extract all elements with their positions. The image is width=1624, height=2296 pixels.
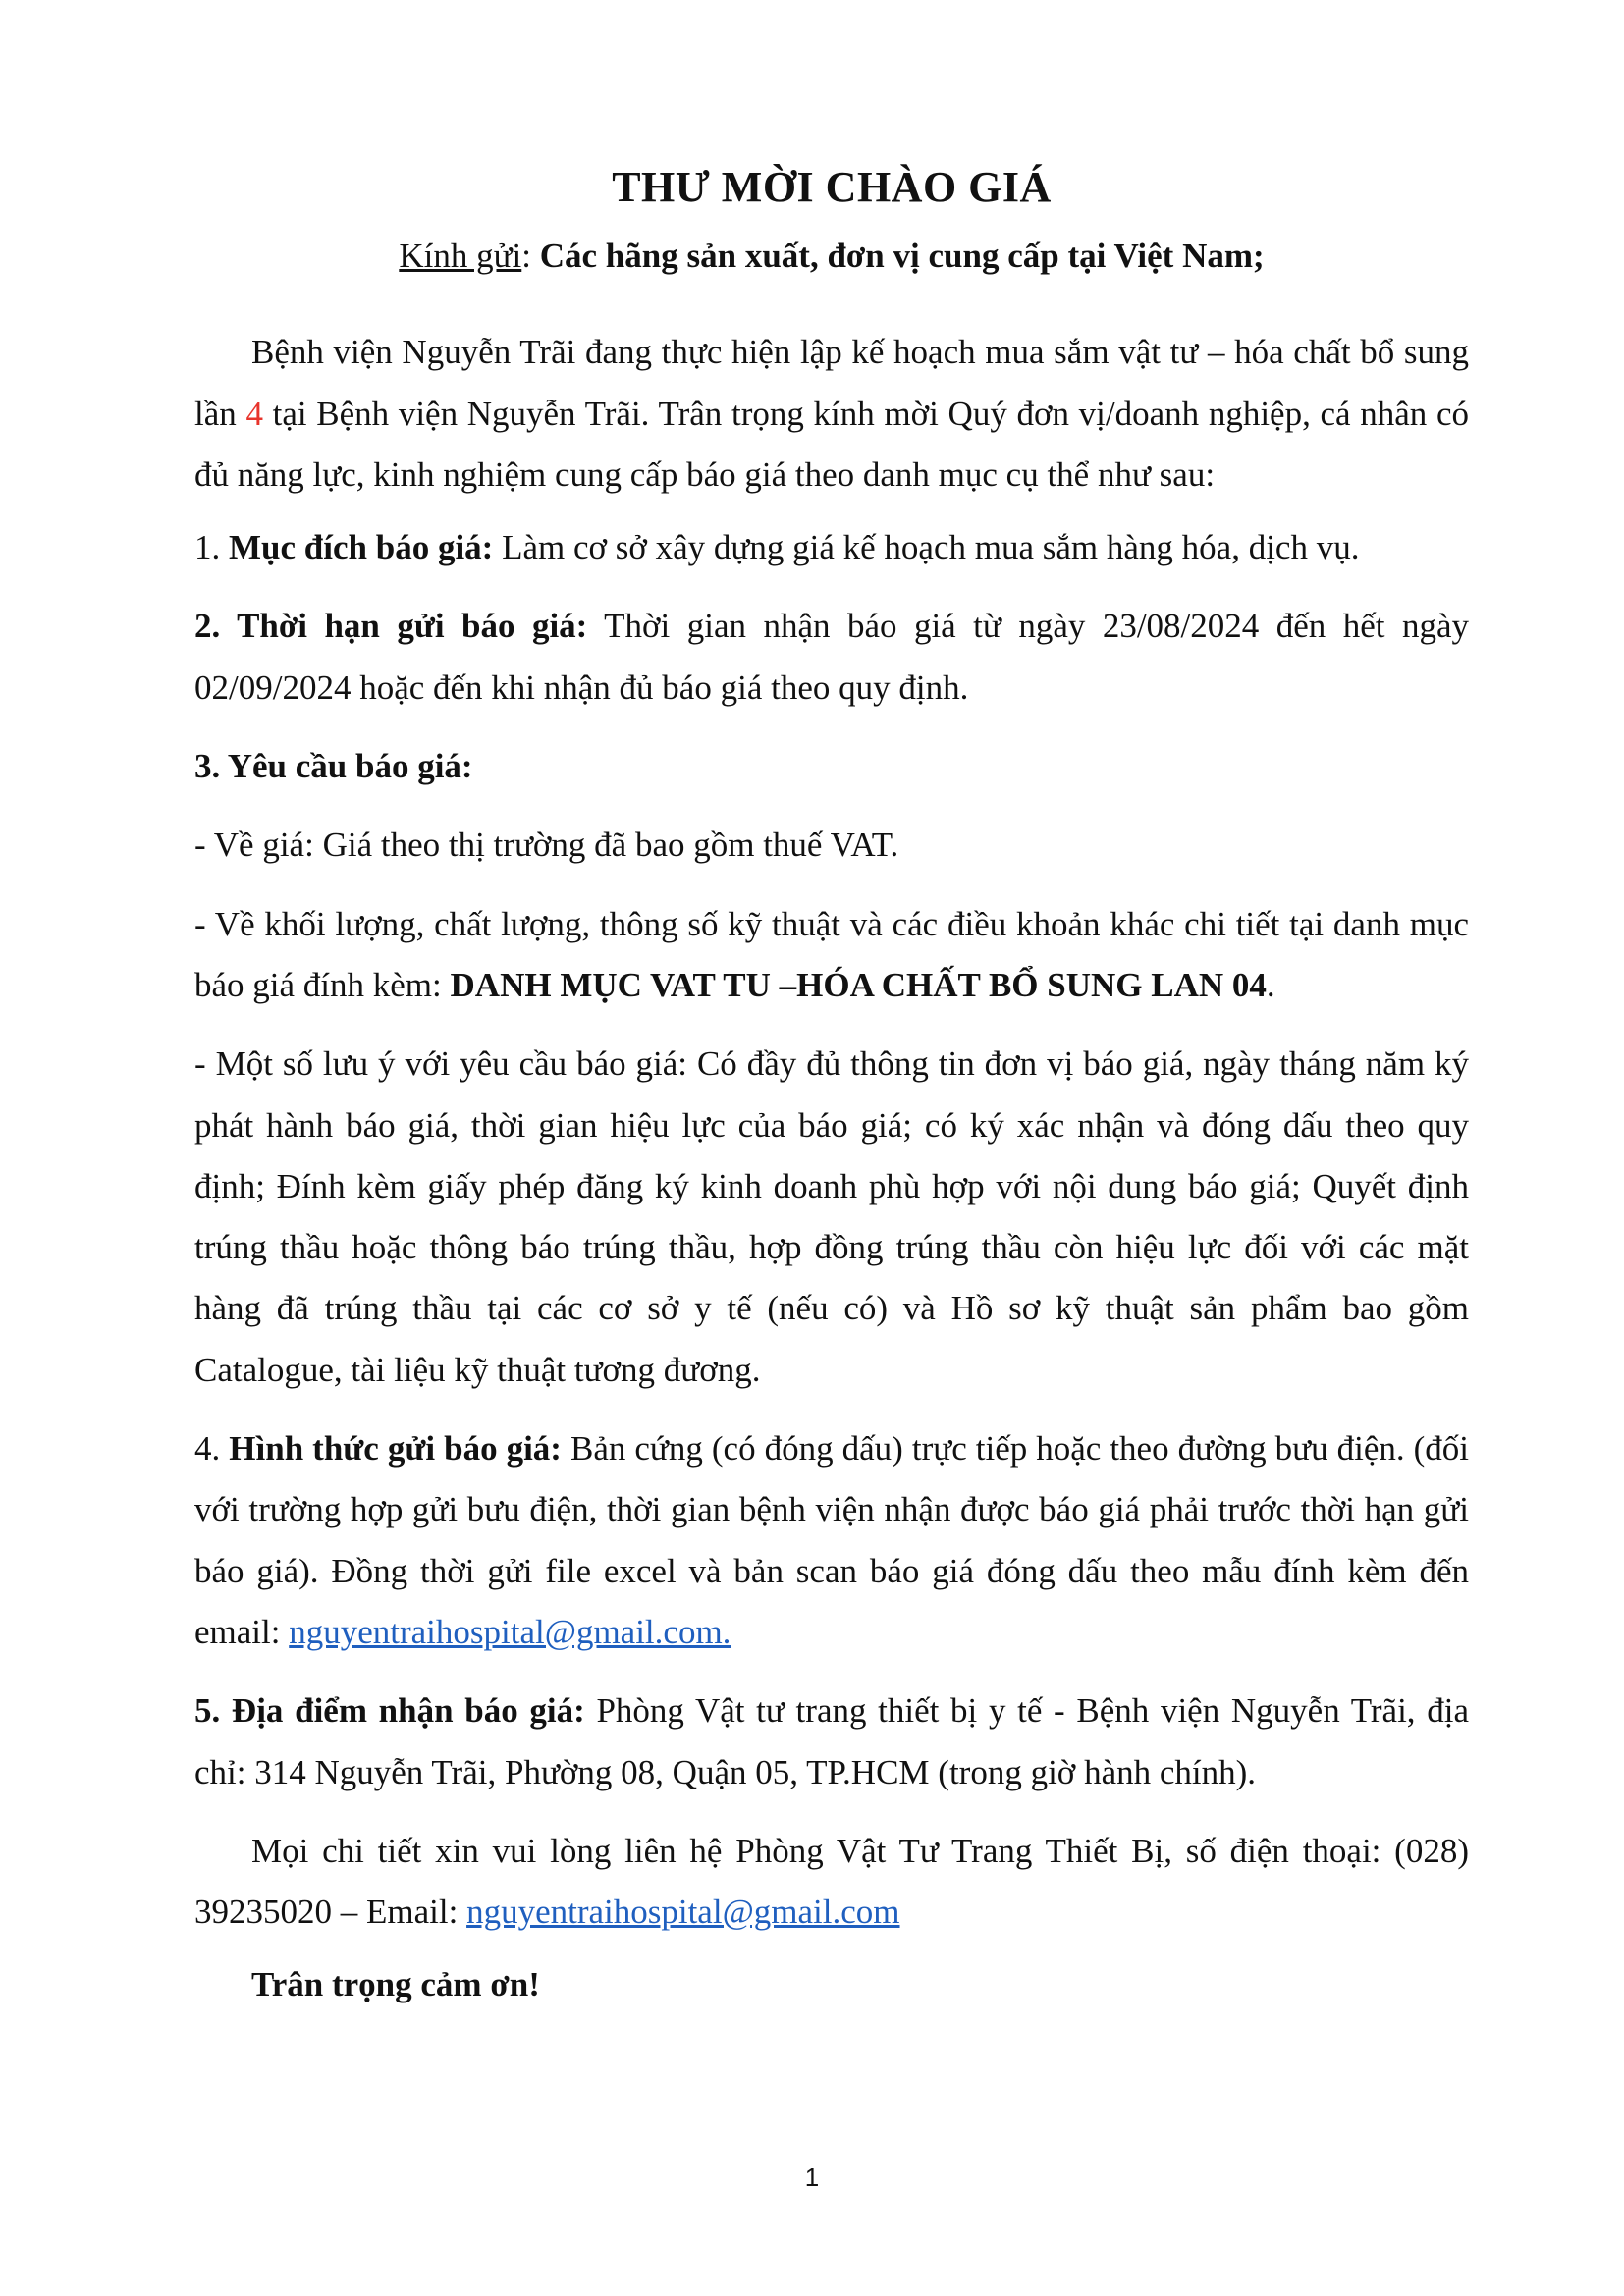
letter-body [194,145,1469,2016]
section-3-specs-end: . [1266,965,1275,1004]
section-5-heading: 5. Địa điểm nhận báo giá: [194,1691,585,1731]
section-1-heading: Mục đích báo giá: [229,528,494,567]
intro-text-2: tại Bệnh viện Nguyễn Trãi. Trân trọng kính mời Quý đơn vị/doanh nghiệp, cá nhân có đủ năng lực, kinh nghiệm cung cấp báo giá theo danh mục cụ thể như sau: [194,394,1469,494]
section-1-text: Làm cơ sở xây dựng giá kế hoạch mua sắm hàng hóa, dịch vụ. [493,528,1360,567]
section-2-text: Thời gian nhận báo giá từ ngày 23/08/2024 đến hết ngày 02/09/2024 hoặc đến khi nhận đủ báo giá theo quy định. [194,607,1469,707]
section-3-heading: 3. Yêu cầu báo giá: [194,747,473,786]
intro-text-1: Bệnh viện Nguyễn Trãi đang thực hiện lập kế hoạch mua sắm vật tư – hóa chất bổ sung lần [194,333,1469,433]
section-1: 1. Mục đích báo giá: Làm cơ sở xây dựng giá kế hoạch mua sắm hàng hóa, dịch vụ. [194,528,1360,567]
section-1-number: 1 [194,528,212,567]
salutation-recipients: Các hãng sản xuất, đơn vị cung cấp tại Việt Nam; [539,237,1265,275]
salutation [194,226,1469,287]
section-3-specs-list-title: DANH MỤC VAT TU –HÓA CHẤT BỔ SUNG LAN 04 [450,965,1267,1004]
section-4-number: 4 [194,1429,212,1468]
section-3-specs-text: - Về khối lượng, chất lượng, thông số kỹ thuật và các điều khoản khác chi tiết tại danh mục báo giá đính kèm: [194,904,1469,1004]
section-3-specs [194,894,1469,1017]
section-3-notes: - Một số lưu ý với yêu cầu báo giá: Có đầy đủ thông tin đơn vị báo giá, ngày tháng năm ký phát hành báo giá, thời gian hiệu lực của báo giá; có ký xác nhận và đóng dấu theo quy định; Đính kèm giấy phép đăng ký kinh doanh phù hợp với nội dung báo giá; Quyết định trúng thầu hoặc thông báo trúng thầu, hợp đồng trúng thầu còn hiệu lực đối với các mặt hàng đã trúng thầu tại các cơ sở y tế (nếu có) và Hồ sơ kỹ thuật sản phẩm bao gồm Catalogue, tài liệu kỹ thuật tương đương. [194,1044,1469,1389]
section-4-heading: Hình thức gửi báo giá: [229,1429,562,1468]
contact-paragraph [194,1821,1469,1944]
section-4: 4. Hình thức gửi báo giá: Bản cứng (có đóng dấu) trực tiếp hoặc theo đường bưu điện. (đối với trường hợp gửi bưu điện, thời gian bệnh viện nhận được báo giá phải trước thời hạn gửi báo giá). Đồng thời gửi file excel và bản scan báo giá đóng dấu theo mẫu đính kèm đến email: nguyentraihospital@gmail.com. [194,1429,1470,1651]
section-2 [194,596,1469,719]
section-5 [194,1681,1469,1803]
section-5-text: Phòng Vật tư trang thiết bị y tế - Bệnh viện Nguyễn Trãi, địa chỉ: 314 Nguyễn Trãi, Phường 08, Quận 05, TP.HCM (trong giờ hành chính). [194,1691,1470,1791]
section-3-price: - Về giá: Giá theo thị trường đã bao gồm thuế VAT. [194,826,899,865]
section-2-heading: 2. Thời hạn gửi báo giá: [194,607,588,646]
section-4-email-link[interactable]: nguyentraihospital@gmail.com. [289,1612,731,1651]
salutation-label: Kính gửi [399,237,522,275]
intro-round-number: 4 [245,394,263,433]
contact-text: Mọi chi tiết xin vui lòng liên hệ Phòng Vật Tư Trang Thiết Bị, số điện thoại: (028) 39235020 – Email: [194,1831,1469,1932]
page-number: 1 [804,2163,820,2192]
intro-paragraph [194,322,1469,506]
contact-email-link[interactable]: nguyentraihospital@gmail.com [466,1893,900,1932]
salutation-separator: : [521,237,531,275]
section-4-text: Bản cứng (có đóng dấu) trực tiếp hoặc theo đường bưu điện. (đối với trường hợp gửi bưu điện, thời gian bệnh viện nhận được báo giá phải trước thời hạn gửi báo giá). Đồng thời gửi file excel và bản scan báo giá đóng dấu theo mẫu đính kèm đến email: [194,1429,1470,1651]
closing-line: Trân trọng cảm ơn! [251,1965,540,2004]
page-title: THƯ MỜI CHÀO GIÁ [612,163,1052,211]
